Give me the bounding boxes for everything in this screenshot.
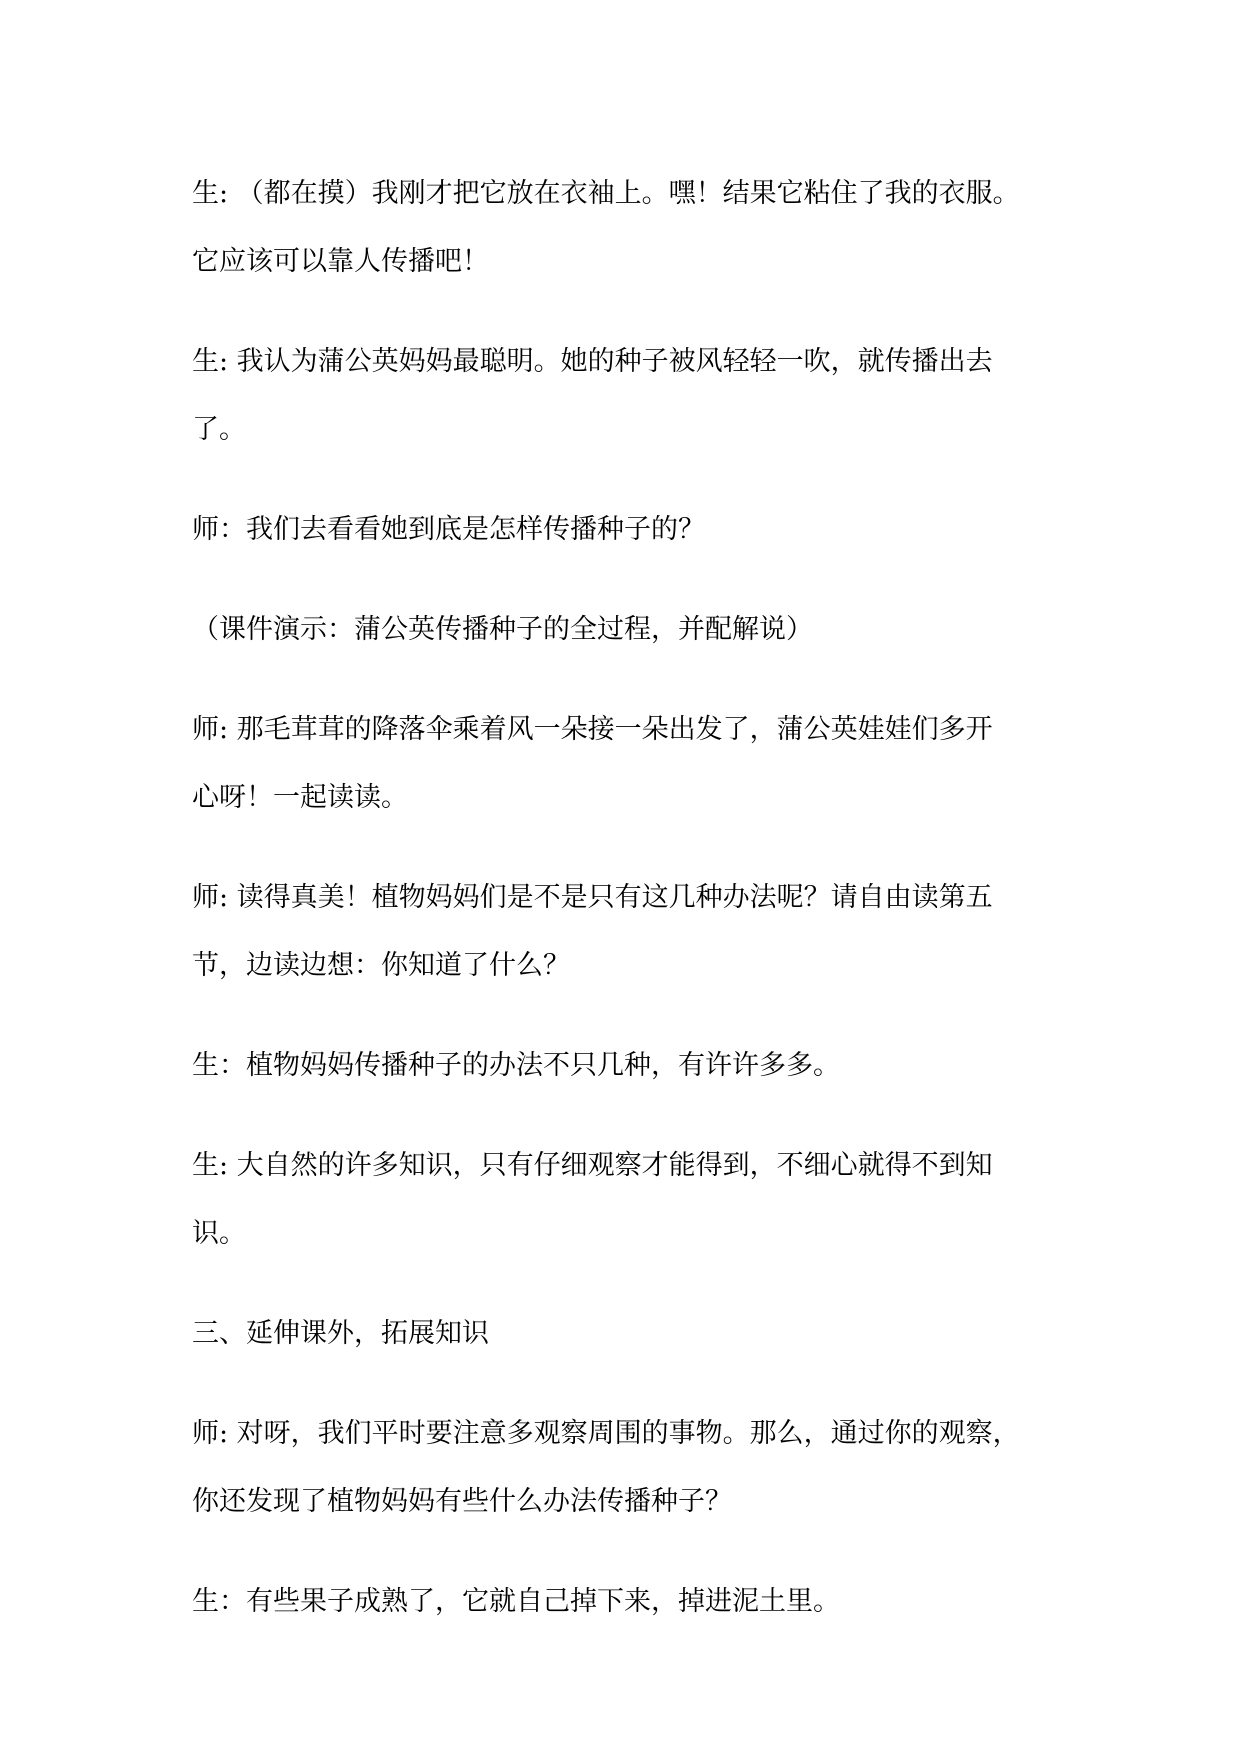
paragraph: [192, 1032, 1072, 1100]
paragraph-gap: [192, 1368, 1072, 1400]
paragraph: [192, 496, 1072, 564]
text-line: 师: 对呀，我们平时要注意多观察周围的事物。那么，通过你的观察，: [192, 1418, 1020, 1449]
paragraph-gap: [192, 1268, 1072, 1300]
paragraph: [192, 864, 1072, 1000]
paragraph: [192, 696, 1072, 832]
text-line: 生：有些果子成熟了，它就自己掉下来，掉进泥土里。: [192, 1586, 840, 1617]
paragraph-gap: [192, 564, 1072, 596]
paragraph: [192, 1400, 1072, 1536]
text-line: 生：植物妈妈传播种子的办法不只几种，有许许多多。: [192, 1050, 840, 1081]
text-line: 师：我们去看看她到底是怎样传播种子的？: [192, 514, 705, 545]
text-line: 你还发现了植物妈妈有些什么办法传播种子？: [192, 1486, 732, 1517]
text-line: 节，边读边想：你知道了什么？: [192, 950, 570, 981]
paragraph: [192, 1132, 1072, 1268]
paragraph: [192, 160, 1072, 296]
text-line: 心呀！一起读读。: [192, 782, 408, 813]
paragraph-gap: [192, 832, 1072, 864]
text-line: 师: 读得真美！植物妈妈们是不是只有这几种办法呢？请自由读第五: [192, 882, 993, 913]
paragraph: [192, 1300, 1072, 1368]
paragraph-gap: [192, 664, 1072, 696]
paragraph: [192, 596, 1072, 664]
paragraph-gap: [192, 1000, 1072, 1032]
text-line: 它应该可以靠人传播吧！: [192, 246, 489, 277]
paragraph-gap: [192, 464, 1072, 496]
text-line: 生: 大自然的许多知识，只有仔细观察才能得到，不细心就得不到知: [192, 1150, 993, 1181]
text-line: 识。: [192, 1218, 246, 1249]
text-line: 三、延伸课外，拓展知识: [192, 1318, 489, 1349]
text-line: （课件演示：蒲公英传播种子的全过程，并配解说）: [192, 614, 813, 645]
paragraph-gap: [192, 1536, 1072, 1568]
paragraph-gap: [192, 296, 1072, 328]
document-body: [192, 160, 1072, 1636]
paragraph: [192, 1568, 1072, 1636]
text-line: 生: 我认为蒲公英妈妈最聪明。她的种子被风轻轻一吹，就传播出去: [192, 346, 993, 377]
text-line: 了。: [192, 414, 246, 445]
text-line: 生: （都在摸）我刚才把它放在衣袖上。嘿！结果它粘住了我的衣服。: [192, 178, 1020, 209]
text-line: 师: 那毛茸茸的降落伞乘着风一朵接一朵出发了，蒲公英娃娃们多开: [192, 714, 993, 745]
paragraph-gap: [192, 1100, 1072, 1132]
paragraph: [192, 328, 1072, 464]
